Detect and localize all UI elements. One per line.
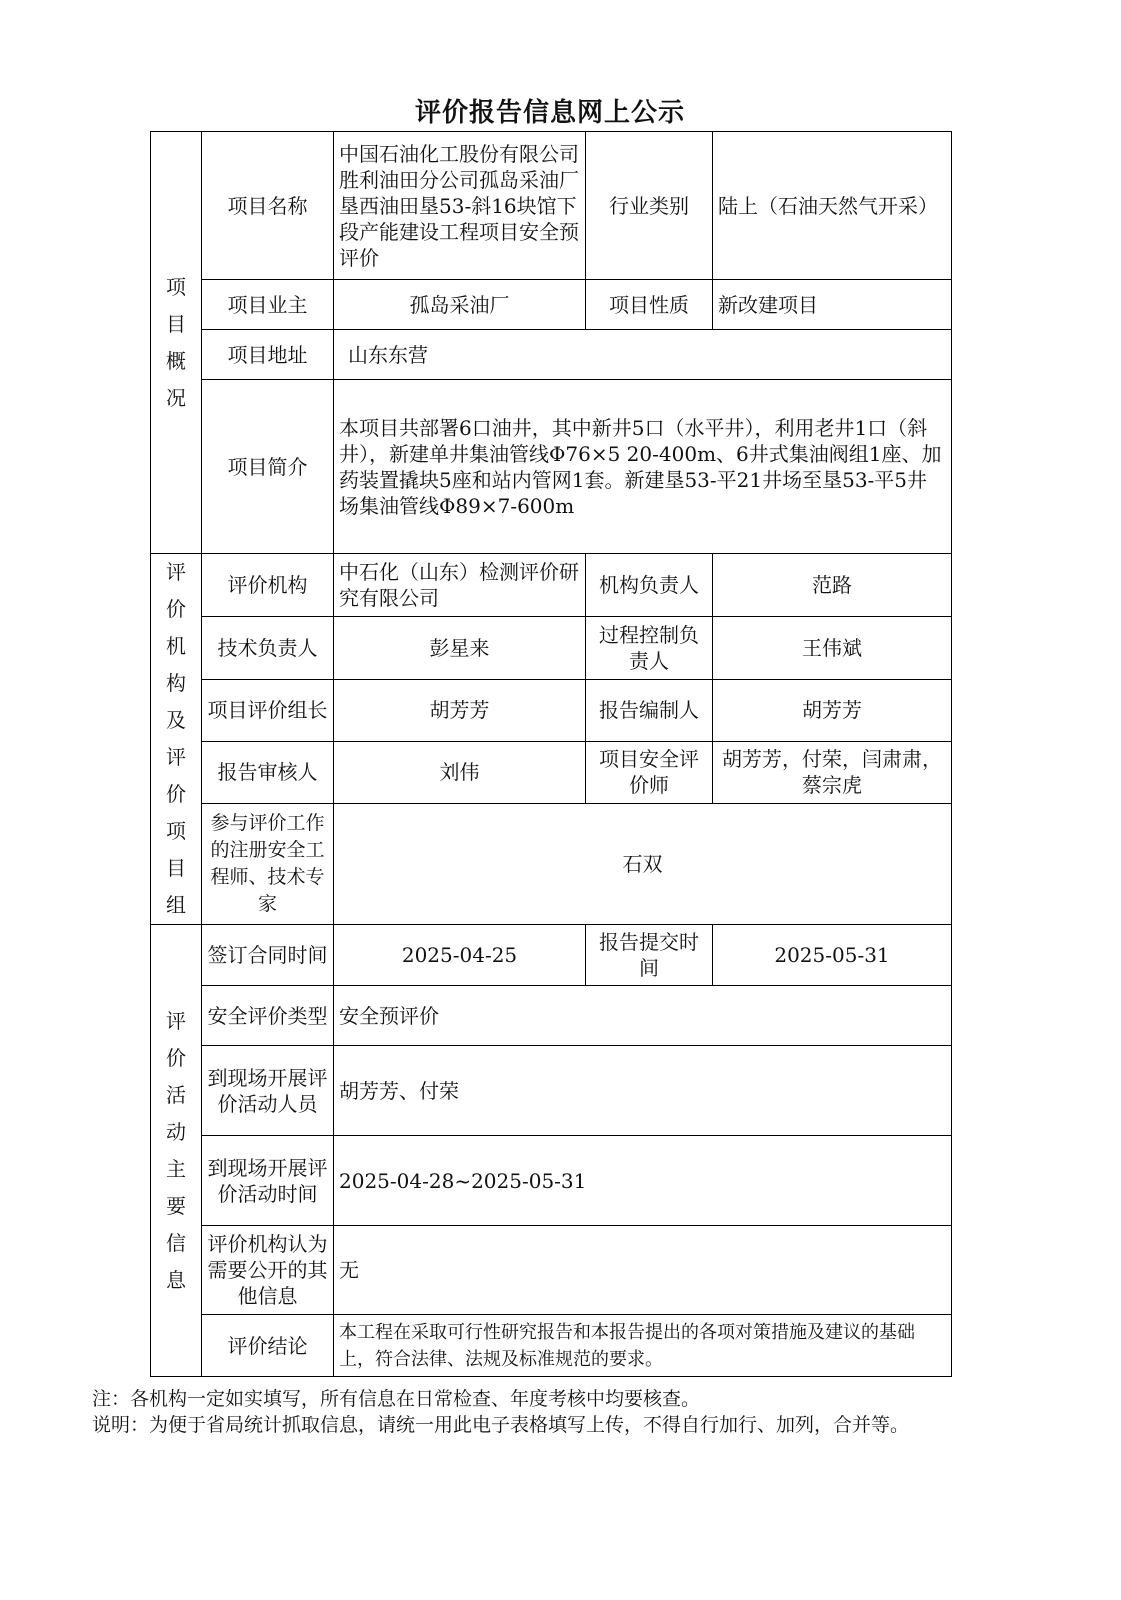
safety-evaluators-value: 胡芳芳，付荣，闫肃肃，蔡宗虎 [713, 741, 952, 804]
table-row [151, 330, 952, 380]
project-name-label: 项目名称 [202, 132, 334, 280]
experts-value: 石双 [334, 804, 952, 925]
conclusion-value: 本工程在采取可行性研究报告和本报告提出的各项对策措施及建议的基础上，符合法律、法规及标准规范的要求。 [334, 1315, 952, 1377]
intro-label: 项目简介 [202, 380, 334, 554]
contract-date-value: 2025-04-25 [334, 925, 586, 986]
experts-label: 参与评价工作的注册安全工程师、技术专家 [202, 804, 334, 925]
org-head-value: 范路 [713, 554, 952, 617]
onsite-time-value: 2025-04-28~2025-05-31 [334, 1136, 952, 1226]
process-head-value: 王伟斌 [713, 616, 952, 679]
address-label: 项目地址 [202, 330, 334, 380]
report-author-value: 胡芳芳 [713, 679, 952, 741]
nature-label: 项目性质 [586, 280, 713, 330]
table-row [151, 1046, 952, 1136]
table-row [151, 1315, 952, 1377]
table-row [151, 804, 952, 925]
table-row [151, 679, 952, 741]
info-table [150, 131, 952, 1377]
submit-date-label: 报告提交时间 [586, 925, 713, 986]
nature-value: 新改建项目 [713, 280, 952, 330]
section-overview: 项目概况 [151, 132, 202, 554]
contract-date-label: 签订合同时间 [202, 925, 334, 986]
section-activity: 评价活动主要信息 [151, 925, 202, 1377]
team-leader-value: 胡芳芳 [334, 679, 586, 741]
other-info-value: 无 [334, 1226, 952, 1315]
tech-head-value: 彭星来 [334, 616, 586, 679]
industry-label: 行业类别 [586, 132, 713, 280]
address-value: 山东东营 [334, 330, 952, 380]
safety-evaluators-label: 项目安全评价师 [586, 741, 713, 804]
tech-head-label: 技术负责人 [202, 616, 334, 679]
org-label: 评价机构 [202, 554, 334, 617]
table-row [151, 986, 952, 1046]
table-row [151, 132, 952, 280]
table-row [151, 925, 952, 986]
section-agency: 评价机构及评价项目组 [151, 554, 202, 925]
intro-value: 本项目共部署6口油井，其中新井5口（水平井），利用老井1口（斜井），新建单井集油管线Φ76×5 20-400m、6井式集油阀组1座、加药装置撬块5座和站内管网1套。新建垦53-平21井场至垦53-平5井场集油管线Φ89×7-600m [334, 380, 952, 554]
onsite-staff-value: 胡芳芳、付荣 [334, 1046, 952, 1136]
submit-date-value: 2025-05-31 [713, 925, 952, 986]
table-row [151, 280, 952, 330]
onsite-staff-label: 到现场开展评价活动人员 [202, 1046, 334, 1136]
table-row [151, 554, 952, 617]
page-title: 评价报告信息网上公示 [414, 98, 685, 128]
table-row [151, 616, 952, 679]
org-value: 中石化（山东）检测评价研究有限公司 [334, 554, 586, 617]
team-leader-label: 项目评价组长 [202, 679, 334, 741]
owner-value: 孤岛采油厂 [334, 280, 586, 330]
reviewer-value: 刘伟 [334, 741, 586, 804]
footnotes [92, 1386, 1022, 1438]
eval-type-label: 安全评价类型 [202, 986, 334, 1046]
table-row [151, 1136, 952, 1226]
note-1: 注：各机构一定如实填写，所有信息在日常检查、年度考核中均要核查。 [92, 1388, 701, 1410]
note-2: 说明：为便于省局统计抓取信息，请统一用此电子表格填写上传，不得自行加行、加列，合并等。 [92, 1414, 910, 1436]
table-row [151, 1226, 952, 1315]
table-row [151, 380, 952, 554]
owner-label: 项目业主 [202, 280, 334, 330]
project-name-value: 中国石油化工股份有限公司胜利油田分公司孤岛采油厂垦西油田垦53-斜16块馆下段产能建设工程项目安全预评价 [334, 132, 586, 280]
report-author-label: 报告编制人 [586, 679, 713, 741]
industry-value: 陆上（石油天然气开采） [713, 132, 952, 280]
table-row [151, 741, 952, 804]
eval-type-value: 安全预评价 [334, 986, 952, 1046]
conclusion-label: 评价结论 [202, 1315, 334, 1377]
process-head-label: 过程控制负责人 [586, 616, 713, 679]
org-head-label: 机构负责人 [586, 554, 713, 617]
onsite-time-label: 到现场开展评价活动时间 [202, 1136, 334, 1226]
reviewer-label: 报告审核人 [202, 741, 334, 804]
other-info-label: 评价机构认为需要公开的其他信息 [202, 1226, 334, 1315]
